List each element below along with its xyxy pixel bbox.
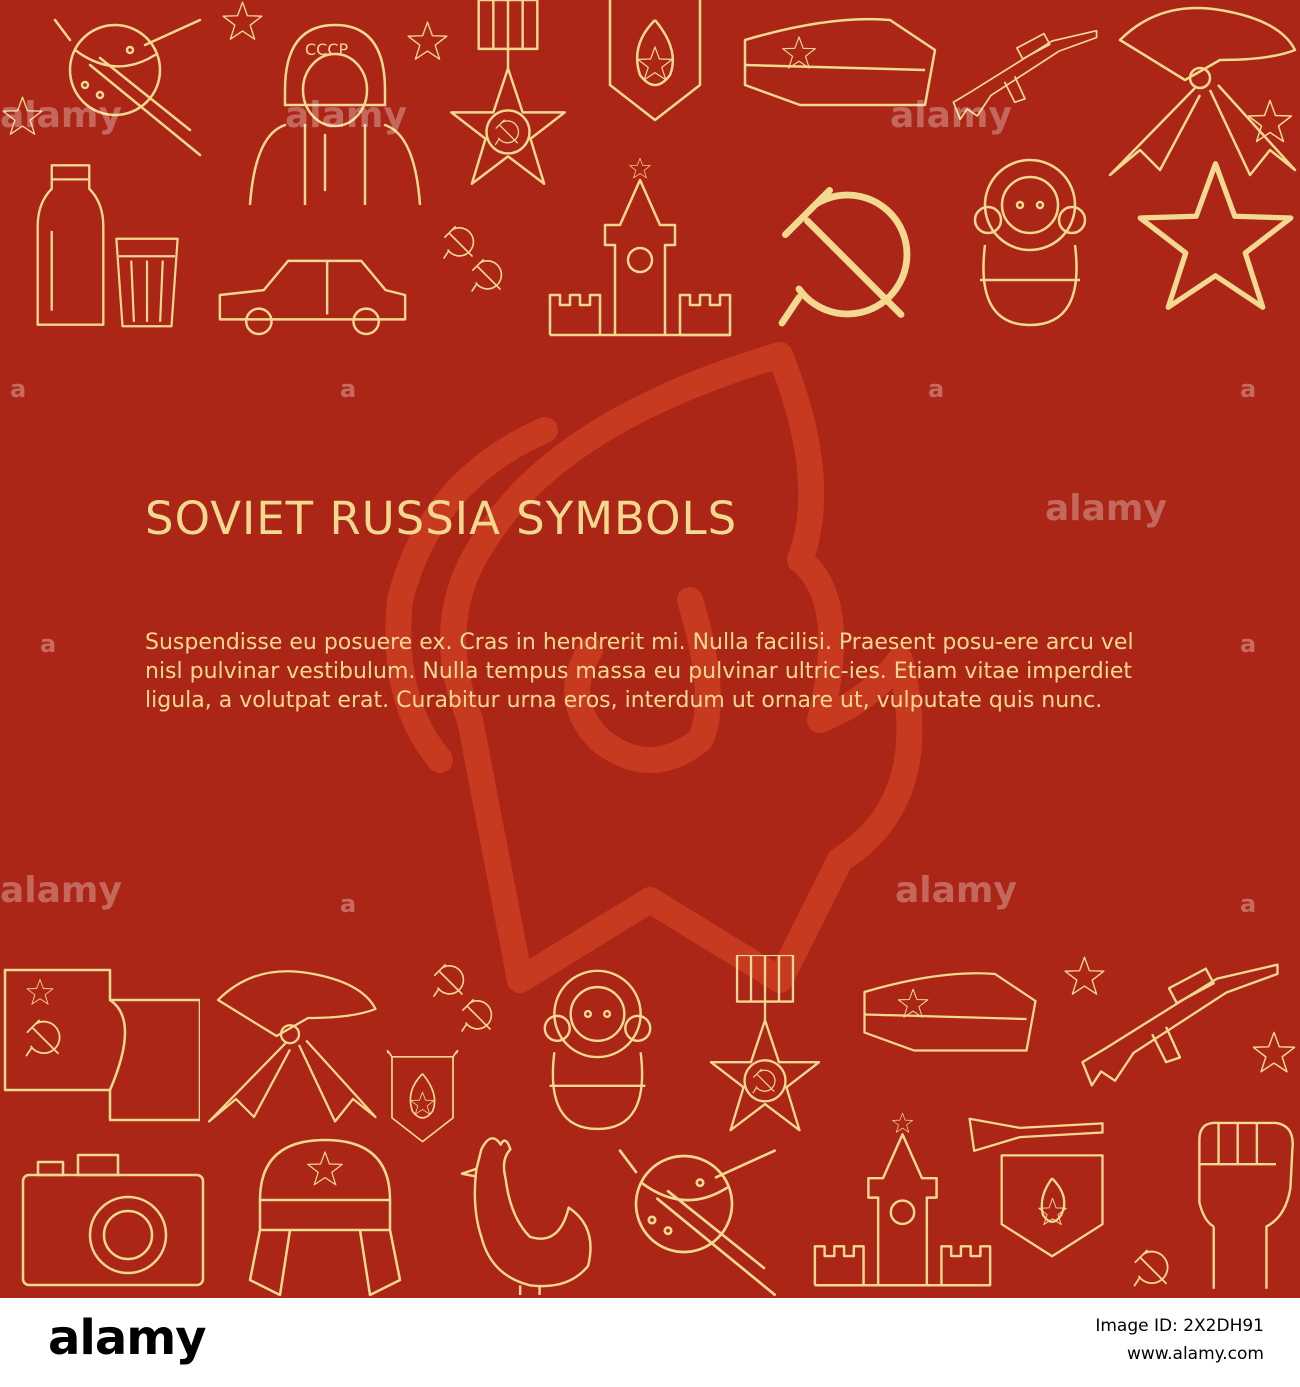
watermark: alamy [285, 95, 407, 136]
roly-poly-doll-icon [545, 971, 650, 1129]
hammer-sickle-icon [782, 190, 907, 323]
poster-body-text: Suspendisse eu posuere ex. Cras in hendrerit mi. Nulla facilisi. Praesent posu-ere arcu vel nisl pulvinar vestibulum. Nulla tempus massa eu pulvinar ultric-ies. Etiam vitae imperdiet ligula, a volutpat erat. Curabitur urna eros, interdum ut ornare ut, vulputate quis nunc. [145, 630, 1134, 713]
image-info [1095, 1312, 1264, 1368]
pilotka-cap-icon [745, 19, 935, 105]
watermark: alamy [0, 870, 122, 911]
milk-bottle-icon [38, 165, 104, 324]
hammer-sickle-icon [472, 260, 501, 291]
bugle-icon [970, 1119, 1103, 1257]
watermark-letter: a [10, 375, 27, 403]
image-id: Image ID: 2X2DH91 [1095, 1316, 1264, 1336]
star-icon [1249, 101, 1292, 142]
camera-icon [23, 1155, 203, 1285]
pioneer-scarf-icon [209, 971, 376, 1121]
alamy-logo: alamy [48, 1310, 206, 1366]
glass-icon [116, 239, 177, 327]
hammer-sickle-icon [434, 965, 463, 996]
fist-icon [1199, 1123, 1292, 1289]
watermark-letter: a [1240, 890, 1257, 918]
flag-icon [5, 970, 200, 1120]
rooster-icon [462, 1138, 591, 1295]
pilotka-cap-icon [865, 973, 1036, 1050]
poster-title: SOVIET RUSSIA SYMBOLS [145, 492, 738, 545]
star-icon [408, 22, 447, 59]
pioneer-badge-icon [603, 0, 706, 120]
top-icon-row [3, 0, 1295, 335]
car-icon [220, 261, 405, 334]
kremlin-tower-icon [550, 158, 730, 335]
watermark-letter: a [1240, 375, 1257, 403]
kremlin-tower-icon [815, 1113, 990, 1285]
hammer-sickle-icon [1135, 1250, 1168, 1285]
watermark-letter: a [928, 375, 945, 403]
star-icon [223, 2, 262, 39]
watermark-letter: a [340, 890, 357, 918]
roly-poly-doll-icon [975, 160, 1085, 325]
watermark: alamy [1045, 488, 1167, 529]
ushanka-hat-icon [250, 1140, 400, 1295]
rifle-icon [1083, 965, 1278, 1086]
hammer-sickle-icon [444, 227, 473, 258]
watermark-letter: a [1240, 630, 1257, 658]
star-icon [1065, 957, 1104, 994]
pioneer-scarf-icon [1110, 8, 1295, 175]
watermark-letter: a [40, 630, 57, 658]
sputnik-icon [620, 1151, 775, 1295]
watermark: alamy [890, 95, 1012, 136]
watermark-letter: a [340, 375, 357, 403]
star-icon [1253, 1032, 1294, 1071]
site-url: www.alamy.com [1126, 1344, 1264, 1364]
watermark: alamy [895, 870, 1017, 911]
hero-medal-icon [711, 955, 819, 1130]
hero-medal-icon [451, 0, 564, 184]
hammer-sickle-icon [462, 1000, 491, 1031]
watermark: alamy [0, 95, 122, 136]
pioneer-badge-icon [387, 1051, 457, 1142]
bottom-icon-row [5, 955, 1295, 1295]
footer-bar [0, 1298, 1300, 1387]
star-icon [1140, 164, 1291, 308]
